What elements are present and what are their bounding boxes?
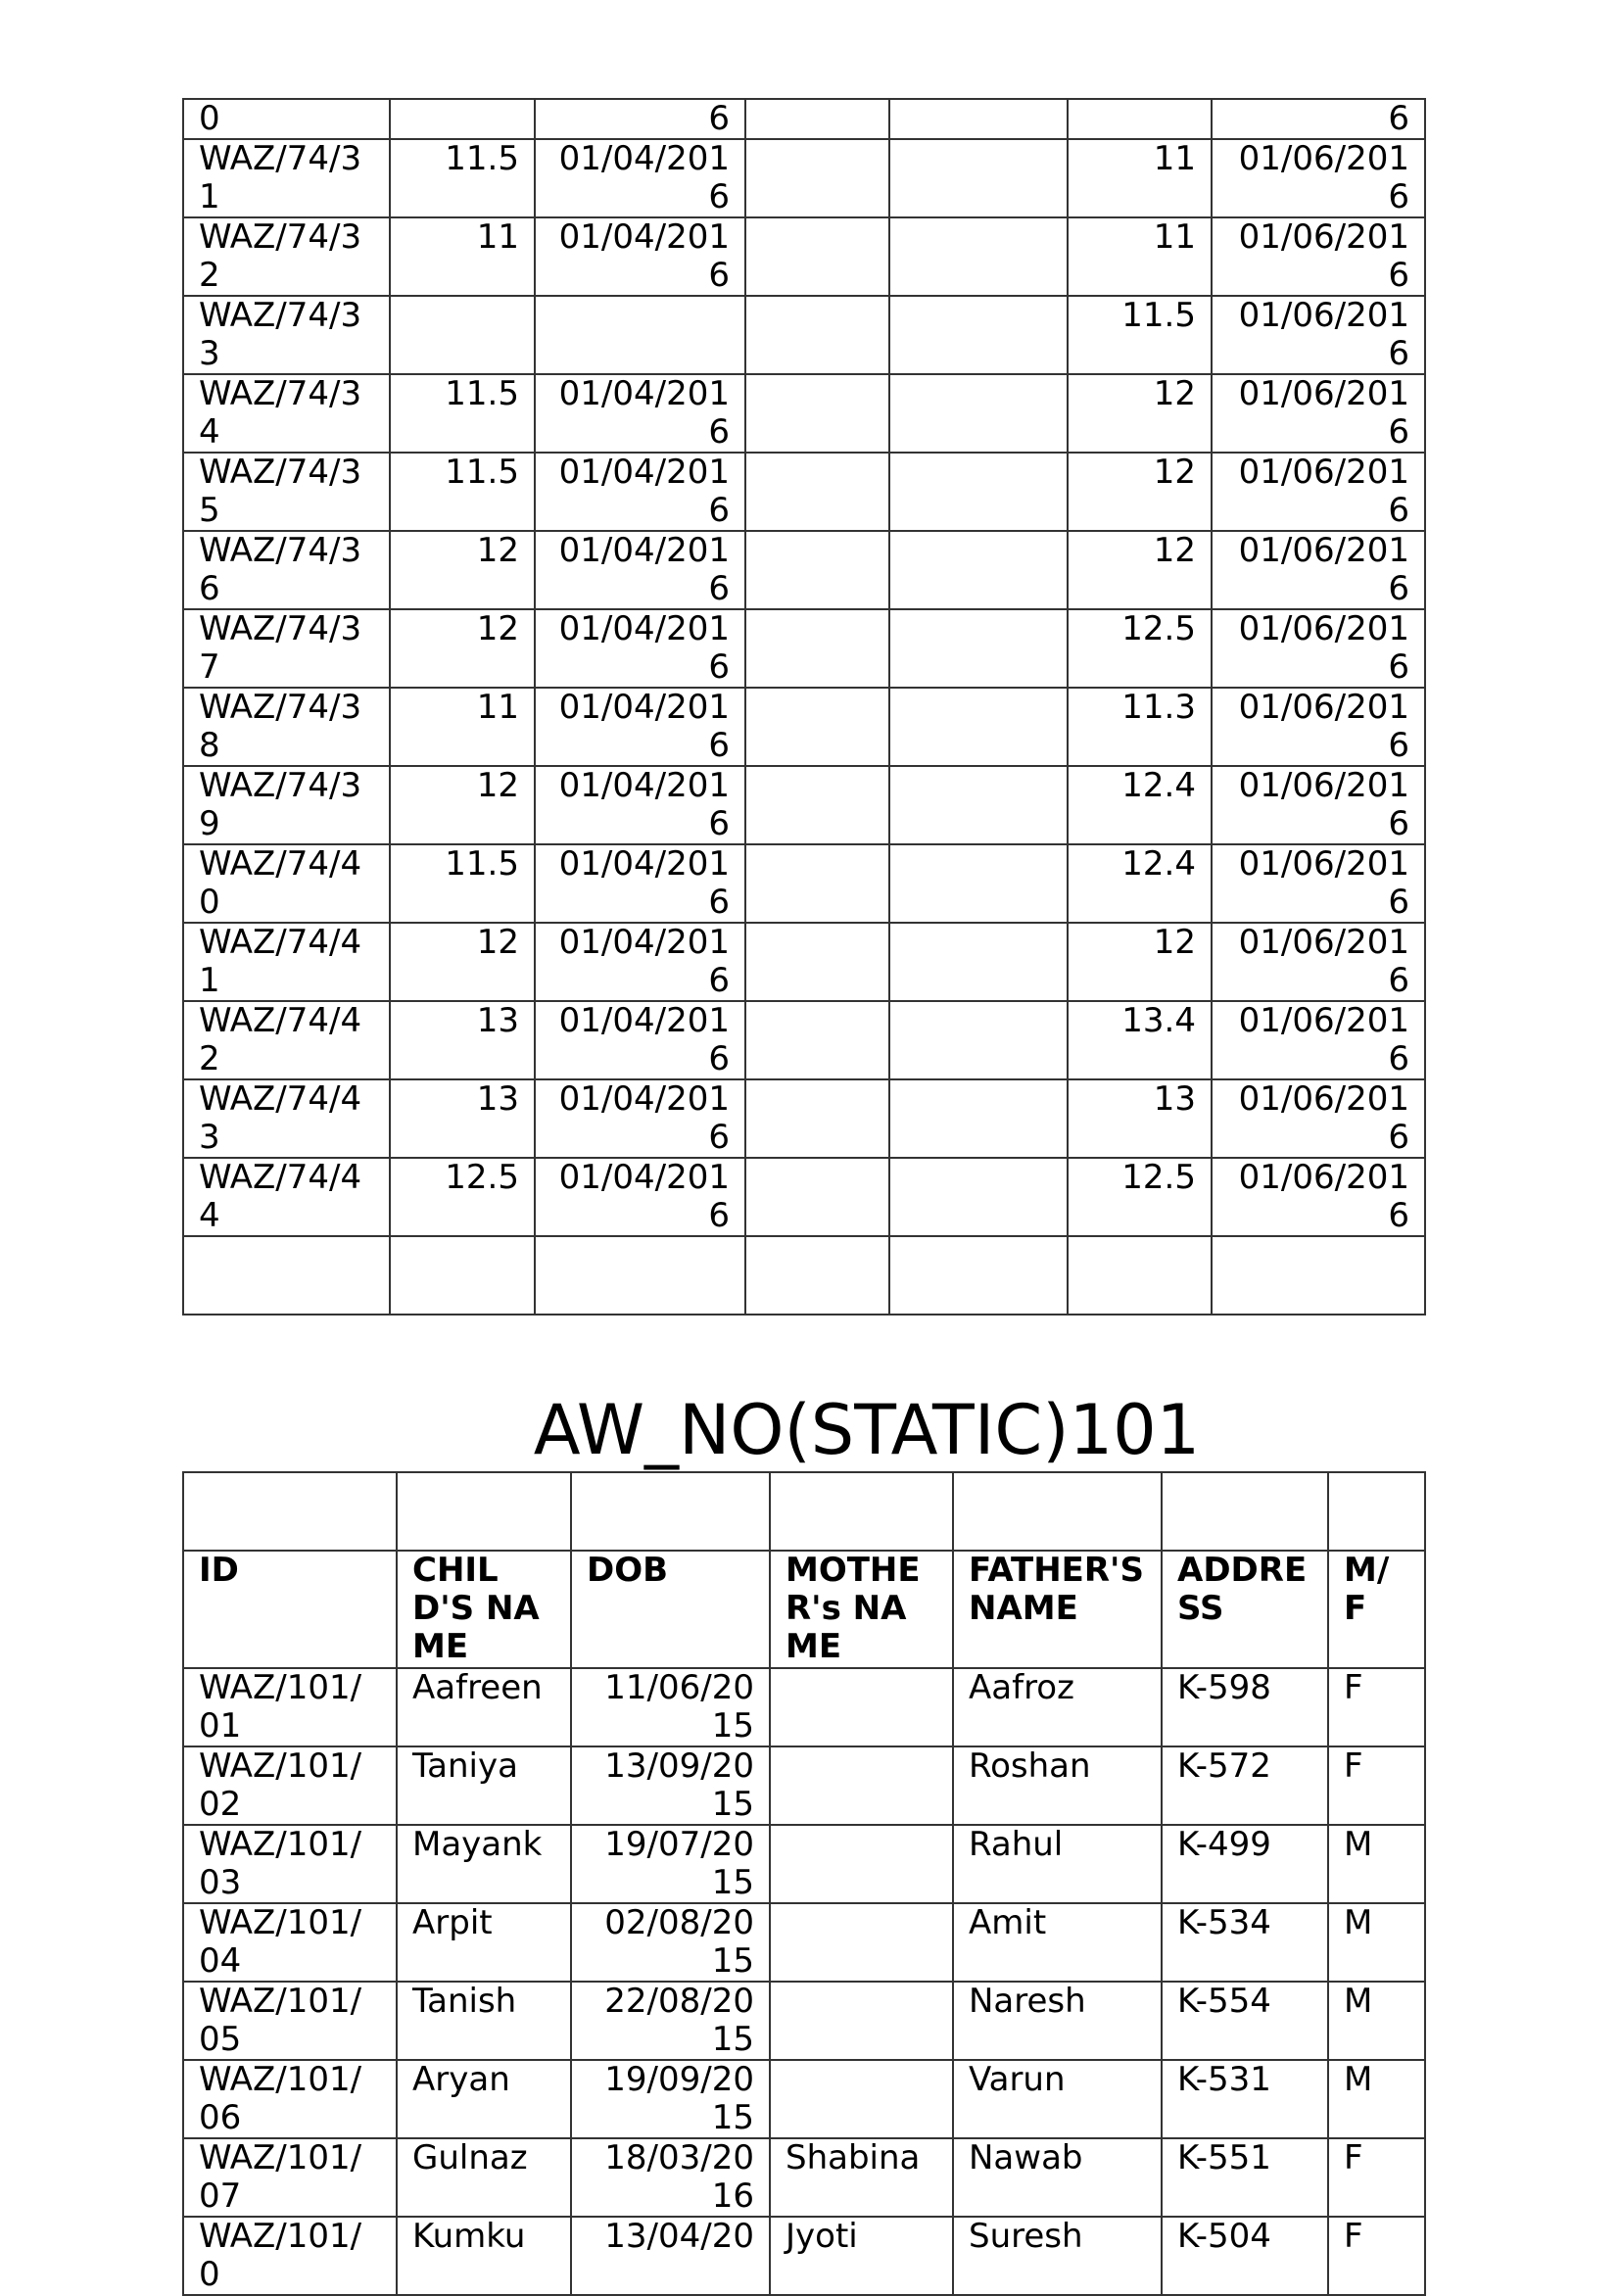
empty-cell xyxy=(535,1236,745,1315)
weight-cell: 11.5 xyxy=(390,139,535,217)
weight-cell: 12 xyxy=(1068,923,1212,1001)
section-heading: AW_NO(STATIC)101 xyxy=(533,1390,1201,1470)
weight-cell xyxy=(390,99,535,139)
table-row xyxy=(183,99,1425,139)
dob-cell: 11/06/2015 xyxy=(571,1668,770,1746)
date-cell: 01/04/2016 xyxy=(535,923,745,1001)
empty-cell xyxy=(1068,1236,1212,1315)
child-name-cell: Tanish xyxy=(397,1982,571,2060)
weight-cell: 11 xyxy=(390,688,535,766)
id-cell: WAZ/101/07 xyxy=(183,2138,397,2217)
table-row xyxy=(183,2138,1425,2217)
weight-cell: 12.4 xyxy=(1068,766,1212,844)
empty-cell xyxy=(745,217,889,296)
weight-cell: 11.5 xyxy=(1068,296,1212,374)
table-row xyxy=(183,2060,1425,2138)
id-cell: 0 xyxy=(183,99,390,139)
mother-name-cell: Jyoti xyxy=(770,2217,953,2295)
date-cell: 01/04/2016 xyxy=(535,374,745,453)
table-row xyxy=(183,1825,1425,1903)
dob-cell: 22/08/2015 xyxy=(571,1982,770,2060)
id-cell: WAZ/101/05 xyxy=(183,1982,397,2060)
table-row xyxy=(183,1903,1425,1982)
date-cell: 01/06/2016 xyxy=(1212,923,1425,1001)
id-cell: WAZ/74/38 xyxy=(183,688,390,766)
empty-cell xyxy=(745,453,889,531)
id-cell: WAZ/74/34 xyxy=(183,374,390,453)
weight-cell: 12 xyxy=(390,766,535,844)
weight-cell: 12.5 xyxy=(1068,609,1212,688)
header-address: ADDRESS xyxy=(1162,1551,1328,1668)
date-cell: 01/04/2016 xyxy=(535,531,745,609)
child-name-cell: Gulnaz xyxy=(397,2138,571,2217)
dob-cell: 13/09/2015 xyxy=(571,1746,770,1825)
id-cell: WAZ/74/42 xyxy=(183,1001,390,1079)
table-row xyxy=(183,296,1425,374)
child-name-cell: Mayank xyxy=(397,1825,571,1903)
date-cell: 01/06/2016 xyxy=(1212,766,1425,844)
weight-cell: 11.5 xyxy=(390,453,535,531)
id-cell: WAZ/101/0 xyxy=(183,2217,397,2295)
gender-cell: F xyxy=(1328,1746,1425,1825)
table-row xyxy=(183,1079,1425,1158)
id-cell: WAZ/101/06 xyxy=(183,2060,397,2138)
empty-cell xyxy=(889,609,1068,688)
empty-cell xyxy=(889,688,1068,766)
weight-cell: 11 xyxy=(1068,139,1212,217)
empty-cell xyxy=(183,1472,397,1551)
address-cell: K-598 xyxy=(1162,1668,1328,1746)
empty-cell xyxy=(889,296,1068,374)
empty-cell xyxy=(745,766,889,844)
child-name-cell: Taniya xyxy=(397,1746,571,1825)
gender-cell: M xyxy=(1328,1825,1425,1903)
empty-cell xyxy=(1212,1236,1425,1315)
empty-cell xyxy=(889,99,1068,139)
father-name-cell: Naresh xyxy=(953,1982,1162,2060)
table-row xyxy=(183,139,1425,217)
dob-cell: 13/04/20 xyxy=(571,2217,770,2295)
address-cell: K-551 xyxy=(1162,2138,1328,2217)
empty-cell xyxy=(1328,1472,1425,1551)
id-cell: WAZ/74/39 xyxy=(183,766,390,844)
date-cell: 01/06/2016 xyxy=(1212,1158,1425,1236)
id-cell: WAZ/74/31 xyxy=(183,139,390,217)
weight-cell: 12 xyxy=(1068,374,1212,453)
gender-cell: F xyxy=(1328,1668,1425,1746)
child-name-cell: Aafreen xyxy=(397,1668,571,1746)
mother-name-cell xyxy=(770,1903,953,1982)
date-cell: 01/06/2016 xyxy=(1212,844,1425,923)
date-cell: 6 xyxy=(535,99,745,139)
empty-cell xyxy=(745,296,889,374)
table-row xyxy=(183,453,1425,531)
empty-cell xyxy=(889,453,1068,531)
date-cell: 01/04/2016 xyxy=(535,1001,745,1079)
date-cell: 01/06/2016 xyxy=(1212,531,1425,609)
table-row xyxy=(183,1982,1425,2060)
table-row xyxy=(183,688,1425,766)
blank-row xyxy=(183,1236,1425,1315)
id-cell: WAZ/101/02 xyxy=(183,1746,397,1825)
id-cell: WAZ/101/03 xyxy=(183,1825,397,1903)
empty-cell xyxy=(390,1236,535,1315)
empty-cell xyxy=(745,923,889,1001)
table-row xyxy=(183,609,1425,688)
empty-cell xyxy=(889,1001,1068,1079)
empty-cell xyxy=(889,531,1068,609)
empty-cell xyxy=(745,1001,889,1079)
child-name-cell: Kumku xyxy=(397,2217,571,2295)
date-cell: 01/04/2016 xyxy=(535,1079,745,1158)
id-cell: WAZ/74/44 xyxy=(183,1158,390,1236)
header-gender: M/F xyxy=(1328,1551,1425,1668)
weight-cell xyxy=(1068,99,1212,139)
address-cell: K-504 xyxy=(1162,2217,1328,2295)
dob-cell: 18/03/2016 xyxy=(571,2138,770,2217)
id-cell: WAZ/74/41 xyxy=(183,923,390,1001)
empty-cell xyxy=(889,374,1068,453)
mother-name-cell xyxy=(770,1825,953,1903)
header-dob: DOB xyxy=(571,1551,770,1668)
id-cell: WAZ/74/32 xyxy=(183,217,390,296)
empty-cell xyxy=(745,1236,889,1315)
child-name-cell: Arpit xyxy=(397,1903,571,1982)
weight-cell: 11 xyxy=(390,217,535,296)
weight-cell: 11 xyxy=(1068,217,1212,296)
date-cell: 01/04/2016 xyxy=(535,217,745,296)
table-row xyxy=(183,1668,1425,1746)
father-name-cell: Rahul xyxy=(953,1825,1162,1903)
gender-cell: F xyxy=(1328,2217,1425,2295)
empty-cell xyxy=(889,923,1068,1001)
table-row xyxy=(183,1746,1425,1825)
header-mother-name: MOTHER's NAME xyxy=(770,1551,953,1668)
id-cell: WAZ/101/01 xyxy=(183,1668,397,1746)
date-cell: 01/04/2016 xyxy=(535,1158,745,1236)
weight-cell: 11.3 xyxy=(1068,688,1212,766)
address-cell: K-572 xyxy=(1162,1746,1328,1825)
date-cell: 01/06/2016 xyxy=(1212,296,1425,374)
blank-row xyxy=(183,1472,1425,1551)
empty-cell xyxy=(745,1079,889,1158)
mother-name-cell xyxy=(770,2060,953,2138)
header-row xyxy=(183,1551,1425,1668)
empty-cell xyxy=(889,139,1068,217)
weight-cell: 12.5 xyxy=(1068,1158,1212,1236)
address-cell: K-534 xyxy=(1162,1903,1328,1982)
date-cell: 01/06/2016 xyxy=(1212,217,1425,296)
date-cell: 01/06/2016 xyxy=(1212,374,1425,453)
gender-cell: F xyxy=(1328,2138,1425,2217)
empty-cell xyxy=(889,217,1068,296)
date-cell: 01/06/2016 xyxy=(1212,609,1425,688)
table-row xyxy=(183,1001,1425,1079)
empty-cell xyxy=(1162,1472,1328,1551)
dob-cell: 02/08/2015 xyxy=(571,1903,770,1982)
table-row xyxy=(183,2217,1425,2295)
table-row xyxy=(183,844,1425,923)
header-child-name: CHILD'S NAME xyxy=(397,1551,571,1668)
id-cell: WAZ/74/36 xyxy=(183,531,390,609)
empty-cell xyxy=(770,1472,953,1551)
empty-cell xyxy=(745,374,889,453)
date-cell: 01/06/2016 xyxy=(1212,1001,1425,1079)
weight-cell: 13 xyxy=(1068,1079,1212,1158)
table-row xyxy=(183,1158,1425,1236)
empty-cell xyxy=(745,688,889,766)
father-name-cell: Nawab xyxy=(953,2138,1162,2217)
weight-cell: 12 xyxy=(390,609,535,688)
empty-cell xyxy=(397,1472,571,1551)
weight-cell: 12 xyxy=(390,923,535,1001)
empty-cell xyxy=(745,531,889,609)
weight-cell: 12.4 xyxy=(1068,844,1212,923)
weight-cell: 12 xyxy=(1068,531,1212,609)
mother-name-cell xyxy=(770,1746,953,1825)
date-cell: 01/06/2016 xyxy=(1212,1079,1425,1158)
empty-cell xyxy=(745,844,889,923)
empty-cell xyxy=(889,766,1068,844)
weight-cell: 11.5 xyxy=(390,374,535,453)
empty-cell xyxy=(183,1236,390,1315)
mother-name-cell: Shabina xyxy=(770,2138,953,2217)
date-cell: 01/06/2016 xyxy=(1212,453,1425,531)
date-cell: 01/06/2016 xyxy=(1212,139,1425,217)
gender-cell: M xyxy=(1328,1903,1425,1982)
weight-cell: 12 xyxy=(390,531,535,609)
table-row xyxy=(183,217,1425,296)
child-name-cell: Aryan xyxy=(397,2060,571,2138)
address-cell: K-499 xyxy=(1162,1825,1328,1903)
date-cell: 01/04/2016 xyxy=(535,766,745,844)
empty-cell xyxy=(889,844,1068,923)
table-row xyxy=(183,531,1425,609)
id-cell: WAZ/74/43 xyxy=(183,1079,390,1158)
table-row xyxy=(183,374,1425,453)
weight-cell: 11.5 xyxy=(390,844,535,923)
date-cell: 01/04/2016 xyxy=(535,844,745,923)
date-cell: 01/04/2016 xyxy=(535,139,745,217)
date-cell: 01/04/2016 xyxy=(535,453,745,531)
empty-cell xyxy=(745,1158,889,1236)
empty-cell xyxy=(953,1472,1162,1551)
weight-cell xyxy=(390,296,535,374)
empty-cell xyxy=(889,1079,1068,1158)
empty-cell xyxy=(745,609,889,688)
address-cell: K-531 xyxy=(1162,2060,1328,2138)
father-name-cell: Aafroz xyxy=(953,1668,1162,1746)
children-register-table xyxy=(182,1471,1426,2296)
empty-cell xyxy=(745,99,889,139)
dob-cell: 19/07/2015 xyxy=(571,1825,770,1903)
attendance-weight-table xyxy=(182,98,1426,1315)
empty-cell xyxy=(889,1158,1068,1236)
father-name-cell: Roshan xyxy=(953,1746,1162,1825)
gender-cell: M xyxy=(1328,1982,1425,2060)
father-name-cell: Suresh xyxy=(953,2217,1162,2295)
date-cell: 01/04/2016 xyxy=(535,609,745,688)
header-id: ID xyxy=(183,1551,397,1668)
father-name-cell: Amit xyxy=(953,1903,1162,1982)
weight-cell: 13 xyxy=(390,1001,535,1079)
id-cell: WAZ/74/37 xyxy=(183,609,390,688)
date-cell xyxy=(535,296,745,374)
table-row xyxy=(183,923,1425,1001)
id-cell: WAZ/101/04 xyxy=(183,1903,397,1982)
weight-cell: 12 xyxy=(1068,453,1212,531)
father-name-cell: Varun xyxy=(953,2060,1162,2138)
id-cell: WAZ/74/40 xyxy=(183,844,390,923)
date-cell: 01/06/2016 xyxy=(1212,688,1425,766)
id-cell: WAZ/74/35 xyxy=(183,453,390,531)
empty-cell xyxy=(745,139,889,217)
table-row xyxy=(183,766,1425,844)
gender-cell: M xyxy=(1328,2060,1425,2138)
date-cell: 6 xyxy=(1212,99,1425,139)
dob-cell: 19/09/2015 xyxy=(571,2060,770,2138)
empty-cell xyxy=(571,1472,770,1551)
date-cell: 01/04/2016 xyxy=(535,688,745,766)
mother-name-cell xyxy=(770,1982,953,2060)
address-cell: K-554 xyxy=(1162,1982,1328,2060)
empty-cell xyxy=(889,1236,1068,1315)
header-father-name: FATHER'S NAME xyxy=(953,1551,1162,1668)
id-cell: WAZ/74/33 xyxy=(183,296,390,374)
mother-name-cell xyxy=(770,1668,953,1746)
weight-cell: 12.5 xyxy=(390,1158,535,1236)
weight-cell: 13 xyxy=(390,1079,535,1158)
weight-cell: 13.4 xyxy=(1068,1001,1212,1079)
